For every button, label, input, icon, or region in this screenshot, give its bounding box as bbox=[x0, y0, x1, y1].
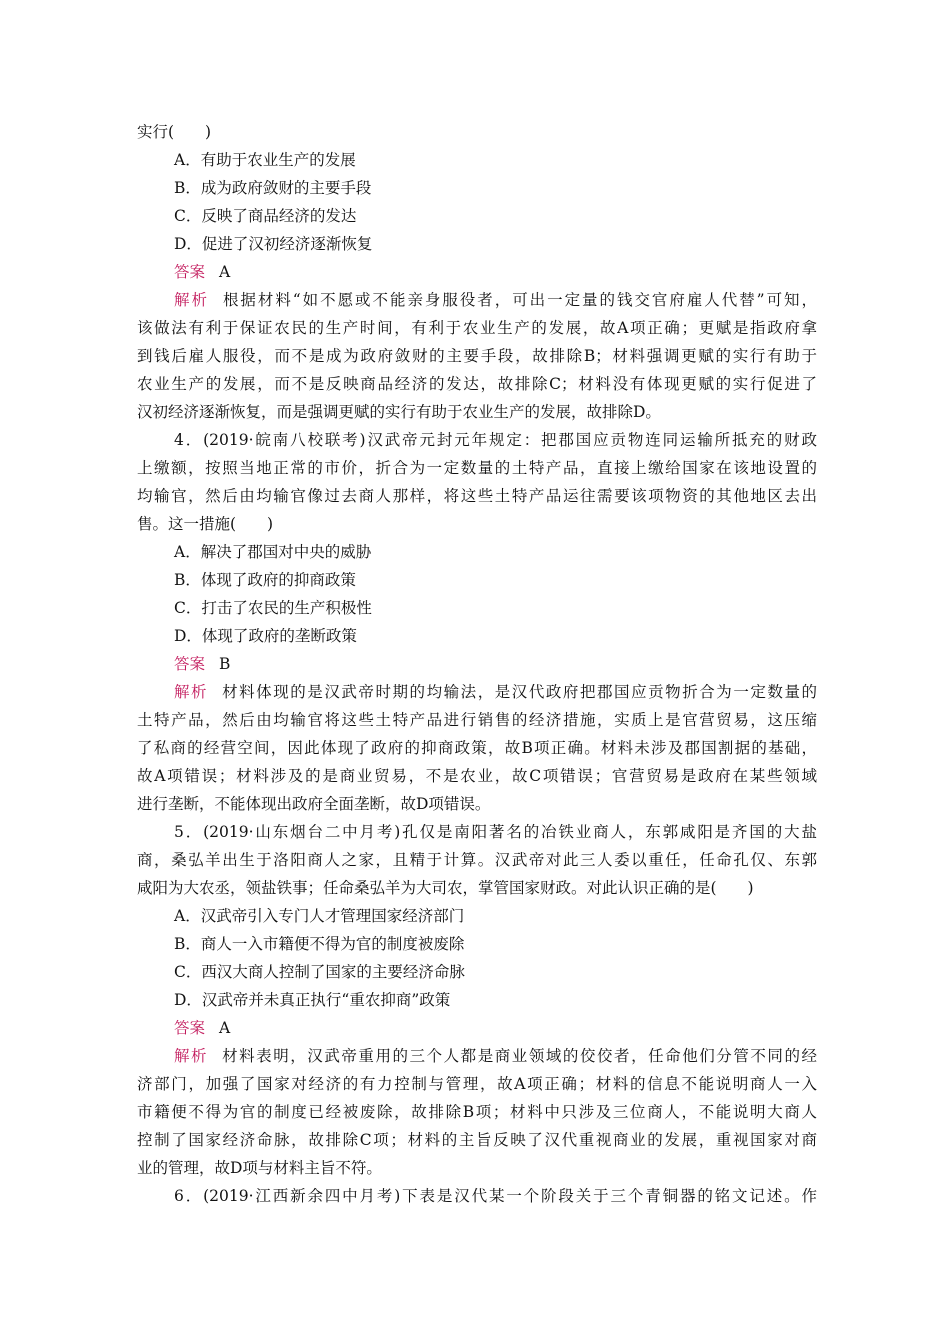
answer-line bbox=[174, 262, 854, 282]
paragraph-line: 到钱后雇人服役，而不是成为政府敛财的主要手段，故排除B；材料强调更赋的实行有助于 bbox=[137, 347, 817, 365]
option-c: C．打击了农民的生产积极性 bbox=[174, 599, 372, 617]
option-b: B．商人一入市籍便不得为官的制度被废除 bbox=[174, 935, 465, 953]
paragraph-line: 农业生产的发展，而不是反映商品经济的发达，故排除C；材料没有体现更赋的实行促进了 bbox=[137, 375, 817, 393]
analysis-line bbox=[174, 290, 817, 310]
option-c: C．反映了商品经济的发达 bbox=[174, 207, 357, 225]
paragraph-line: 咸阳为大农丞，领盐铁事；任命桑弘羊为大司农，掌管国家财政。对此认识正确的是( ) bbox=[137, 879, 754, 897]
paragraph-line: 该做法有利于保证农民的生产时间，有利于农业生产的发展，故A项正确；更赋是指政府拿 bbox=[137, 319, 817, 337]
option-a: A．解决了郡国对中央的威胁 bbox=[174, 543, 372, 561]
answer-label: 答案 bbox=[174, 263, 206, 281]
paragraph-line: 汉初经济逐渐恢复，而是强调更赋的实行有助于农业生产的发展，故排除D。 bbox=[137, 403, 661, 421]
paragraph-line: 控制了国家经济命脉，故排除C项；材料的主旨反映了汉代重视商业的发展，重视国家对商 bbox=[137, 1131, 817, 1149]
paragraph-line: 售。这一措施( ) bbox=[137, 515, 274, 533]
paragraph-line: 上缴额，按照当地正常的市价，折合为一定数量的土特产品，直接上缴给国家在该地设置的 bbox=[137, 459, 817, 477]
answer-value: A bbox=[219, 1019, 231, 1037]
question-4-stem: 4．(2019·皖南八校联考)汉武帝元封元年规定：把郡国应贡物连同运输所抵充的财政 bbox=[174, 431, 817, 449]
option-a: A．有助于农业生产的发展 bbox=[174, 151, 356, 169]
paragraph-line: 土特产品，然后由均输官将这些土特产品进行销售的经济措施，实质上是官营贸易，这压缩 bbox=[137, 711, 817, 729]
answer-label: 答案 bbox=[174, 1019, 206, 1037]
paragraph-line: 了私商的经营空间，因此体现了政府的抑商政策，故B项正确。材料未涉及郡国割据的基础， bbox=[137, 739, 817, 757]
answer-line bbox=[174, 1018, 854, 1038]
question-3-stem-end: 实行( ) bbox=[137, 123, 212, 141]
answer-value: B bbox=[219, 655, 231, 673]
analysis-label: 解析 bbox=[174, 1047, 209, 1065]
question-6-stem: 6．(2019·江西新余四中月考)下表是汉代某一个阶段关于三个青铜器的铭文记述。作 bbox=[174, 1187, 817, 1205]
paragraph-line: 故A项错误；材料涉及的是商业贸易，不是农业，故C项错误；官营贸易是政府在某些领域 bbox=[137, 767, 817, 785]
analysis-text: 材料体现的是汉武帝时期的均输法，是汉代政府把郡国应贡物折合为一定数量的 bbox=[222, 683, 817, 701]
option-b: B．体现了政府的抑商政策 bbox=[174, 571, 356, 589]
paragraph-line: 均输官，然后由均输官像过去商人那样，将这些土特产品运往需要该项物资的其他地区去出 bbox=[137, 487, 817, 505]
option-c: C．西汉大商人控制了国家的主要经济命脉 bbox=[174, 963, 465, 981]
answer-line bbox=[174, 654, 854, 674]
option-d: D．汉武帝并未真正执行“重农抑商”政策 bbox=[174, 991, 451, 1009]
question-5-stem: 5．(2019·山东烟台二中月考)孔仅是南阳著名的冶铁业商人，东郭咸阳是齐国的大盐 bbox=[174, 823, 817, 841]
analysis-line bbox=[174, 1046, 817, 1066]
analysis-line bbox=[174, 682, 817, 702]
paragraph-line: 市籍便不得为官的制度已经被废除，故排除B项；材料中只涉及三位商人，不能说明大商人 bbox=[137, 1103, 817, 1121]
paragraph-line: 业的管理，故D项与材料主旨不符。 bbox=[137, 1159, 382, 1177]
paragraph-line: 济部门，加强了国家对经济的有力控制与管理，故A项正确；材料的信息不能说明商人一入 bbox=[137, 1075, 817, 1093]
answer-value: A bbox=[219, 263, 231, 281]
analysis-label: 解析 bbox=[174, 683, 209, 701]
paragraph-line: 商，桑弘羊出生于洛阳商人之家，且精于计算。汉武帝对此三人委以重任，任命孔仅、东郭 bbox=[137, 851, 817, 869]
option-d: D．体现了政府的垄断政策 bbox=[174, 627, 357, 645]
option-d: D．促进了汉初经济逐渐恢复 bbox=[174, 235, 373, 253]
analysis-label: 解析 bbox=[174, 291, 209, 309]
analysis-text: 根据材料“如不愿或不能亲身服役者，可出一定量的钱交官府雇人代替”可知， bbox=[222, 291, 817, 309]
analysis-text: 材料表明，汉武帝重用的三个人都是商业领域的佼佼者，任命他们分管不同的经 bbox=[222, 1047, 817, 1065]
option-b: B．成为政府敛财的主要手段 bbox=[174, 179, 372, 197]
option-a: A．汉武帝引入专门人才管理国家经济部门 bbox=[174, 907, 465, 925]
paragraph-line: 进行垄断，不能体现出政府全面垄断，故D项错误。 bbox=[137, 795, 491, 813]
answer-label: 答案 bbox=[174, 655, 206, 673]
